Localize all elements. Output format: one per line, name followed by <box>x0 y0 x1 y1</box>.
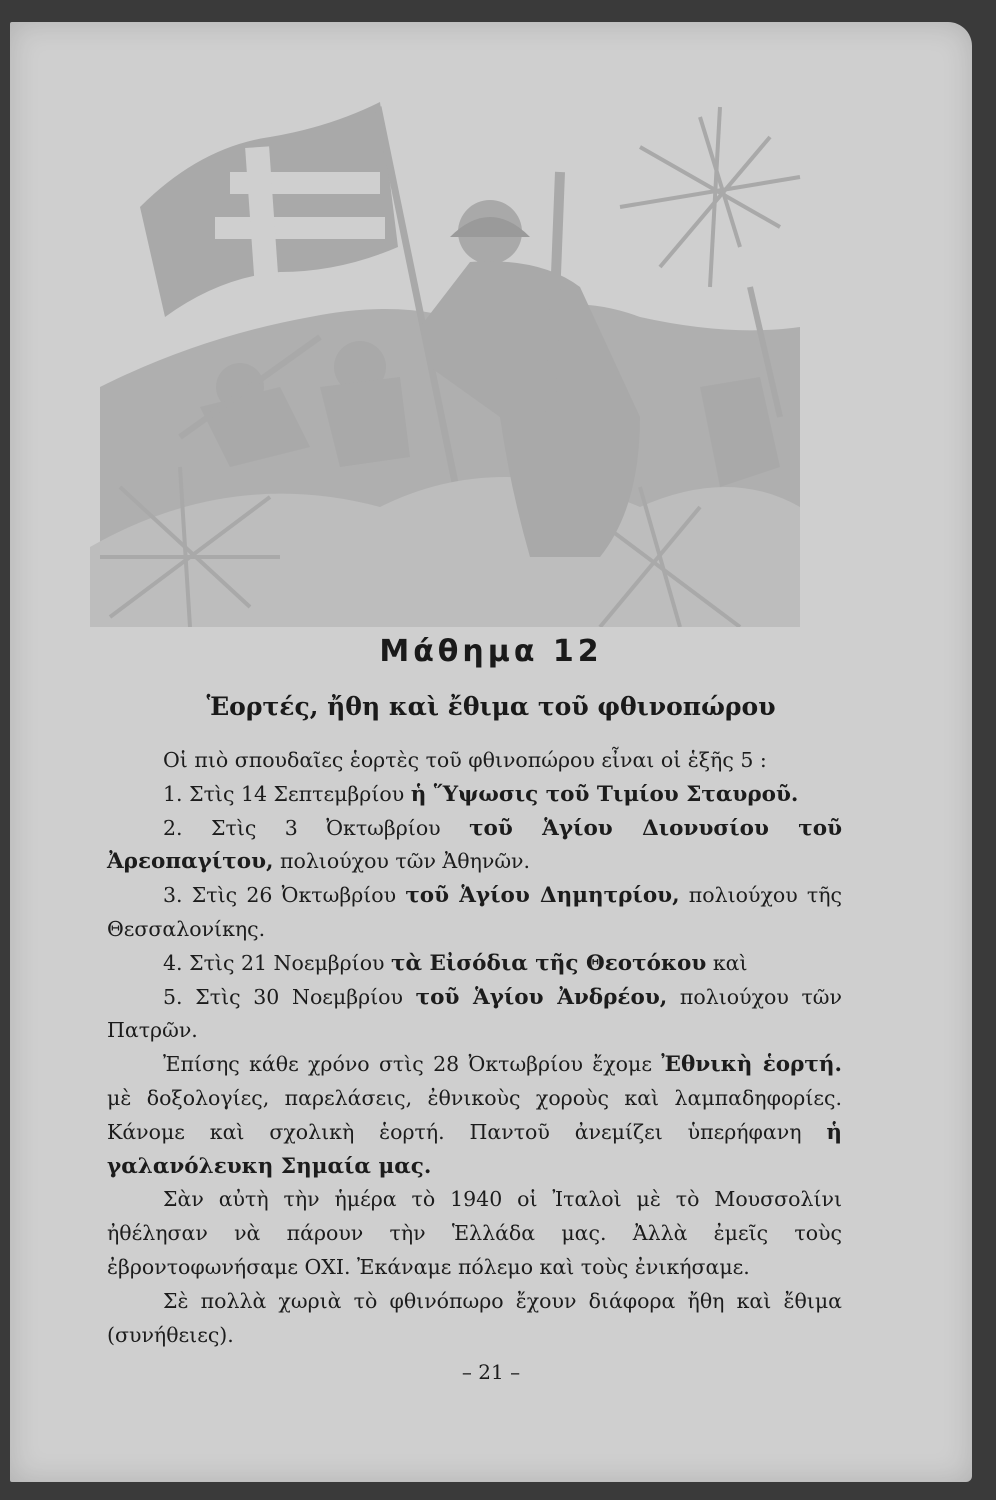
national-holiday-paragraph: Ἐπίσης κάθε χρόνο στὶς 28 Ὀκτωβρίου ἔχομε Ἐθνικὴ ἑορτή. μὲ δοξολογίες, παρελάσεις, ἐθνικοὺς χοροὺς καὶ λαμπαδηφορίες. Κάνομε καὶ σχολικὴ ἑορτή. Παντοῦ ἀνεμίζει ὑπερήφανη ἡ γαλανόλευκη Σημαία μας. <box>107 1052 842 1179</box>
lesson-subtitle: Ἑορτές, ἤθη καὶ ἔθιμα τοῦ φθινοπώρου <box>206 692 776 721</box>
customs-paragraph: Σὲ πολλὰ χωριὰ τὸ φθινόπωρο ἔχουν διάφορα ἤθη καὶ ἔθιμα (συνήθειες). <box>107 1288 842 1347</box>
list-item: 5. Στὶς 30 Νοεμβρίου τοῦ Ἁγίου Ἀνδρέου, πολιούχου τῶν Πατρῶν. <box>107 984 842 1043</box>
list-item: 3. Στὶς 26 Ὀκτωβρίου τοῦ Ἁγίου Δημητρίου, πολιούχου τῆς Θεσσαλονίκης. <box>107 883 843 941</box>
intro-paragraph: Οἱ πιὸ σπουδαῖες ἑορτὲς τοῦ φθινοπώρου εἶναι οἱ ἑξῆς 5 : <box>163 748 767 772</box>
list-item: 1. Στὶς 14 Σεπτεμβρίου ἡ Ὕψωσις τοῦ Τιμίου Σταυροῦ. <box>163 781 799 807</box>
history-paragraph: Σὰν αὐτὴ τὴν ἡμέρα τὸ 1940 οἱ Ἰταλοὶ μὲ τὸ Μουσσολίνι ἠθέλησαν νὰ πάρουν τὴν Ἑλλάδα μας. Ἀλλὰ ἐμεῖς τοὺς ἐβροντοφωνήσαμε ΟΧΙ. Ἐκάναμε πόλεμο καὶ τοὺς ἐνικήσαμε. <box>107 1187 842 1279</box>
page-number: – 21 – <box>461 1360 521 1384</box>
book-page <box>10 22 972 1482</box>
list-item: 2. Στὶς 3 Ὀκτωβρίου τοῦ Ἁγίου Διονυσίου τοῦ Ἀρεοπαγίτου, πολιούχου τῶν Ἀθηνῶν. <box>107 815 842 875</box>
lesson-body <box>107 744 842 1352</box>
soldiers-with-greek-flag-illustration <box>80 87 810 627</box>
list-item: 4. Στὶς 21 Νοεμβρίου τὰ Εἰσόδια τῆς Θεοτόκου καὶ <box>163 950 748 976</box>
lesson-title: Μάθημα 12 <box>379 634 603 669</box>
